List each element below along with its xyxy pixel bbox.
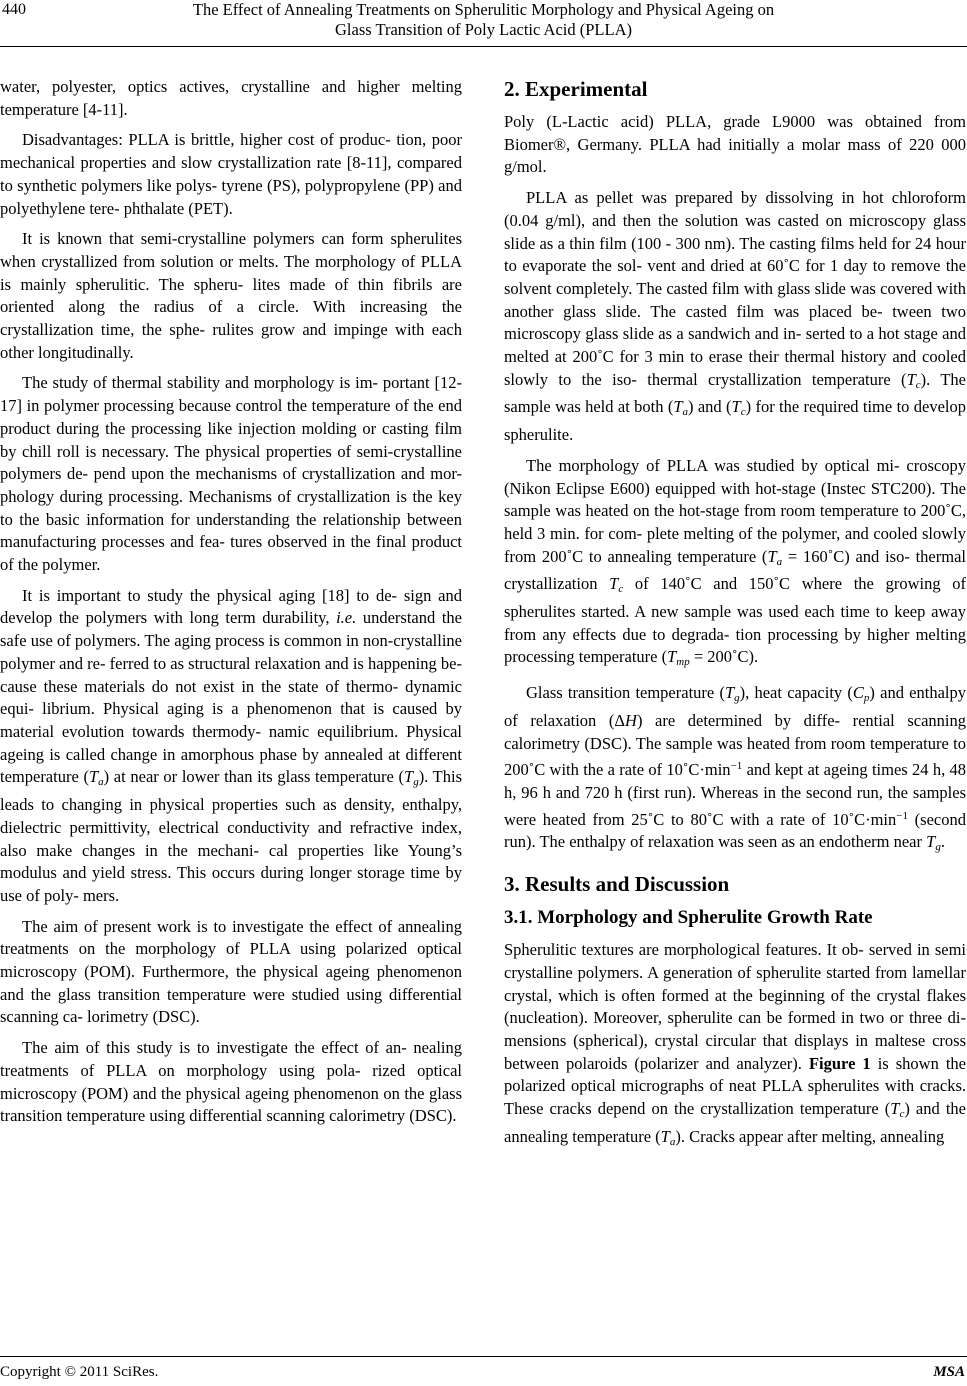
paragraph: Spherulitic textures are morphological features. It ob- served in semi crystalline polymers. A generation of spherulite started from lamellar crystal, which is often formed at the beginning of the crystal flakes (nucleation). Moreover, spherulite can be formed in two or three di- mensions (spherical), crystal circular that displays in maltese cross between polaroids (polarizer and analyzer). Figure 1 is shown the polarized optical micrographs of neat PLLA spherulites with cracks. These cracks depend on the crystallization temperature $(T_c)$ and the annealing temperature $(T_a)$. Cracks appear after melting, annealing — [504, 940, 966, 1148]
paragraph: The aim of this study is to investigate the effect of an- nealing treatments of PLLA on morphology using pola- rized optical microscopy (POM) and the physical ageing phenomenon on the glass transition temperature using differential scanning calorimetry (DSC). — [0, 1038, 462, 1126]
journal-abbreviation: MSA — [933, 1364, 965, 1380]
paragraph: Poly (L-Lactic acid) PLLA, grade L9000 was obtained from Biomer®, Germany. PLLA had initially a molar mass of 220 000 g/mol. — [504, 112, 966, 177]
subsection-heading-morphology: 3.1. Morphology and Spherulite Growth Rate — [504, 907, 873, 929]
page-footer — [0, 1356, 967, 1386]
left-column — [0, 76, 462, 1136]
paragraph: PLLA as pellet was prepared by dissolving in hot chloroform (0.04 g/ml), and then the solution was casted on microscopy glass slide as a thin film (100 - 300 nm). The casting films held for 24 hour to evaporate the sol- vent and dried at 60˚C for 1 day to remove the solvent completely. The casted film with glass slide was covered with another glass slide. The casted film was placed be- tween two microscopy glass slide as a sandwich and in- serted to a hot stage and melted at 200˚C for 3 min to erase their thermal history and cooled slowly to the iso- thermal crystallization temperature $(T_c)$. The sample was held at both $(T_a)$ and $(T_c)$ for the required time to develop spherulite. — [504, 188, 966, 445]
right-column — [504, 76, 966, 1161]
section-heading-results: 3. Results and Discussion — [504, 872, 730, 897]
paragraph: The study of thermal stability and morphology is im- portant [12-17] in polymer processing because control the temperature of the end product during the processing like injection molding or casting film by chill roll is necessary. The physical properties of semi-crystalline polymers de- pend upon the mechanisms of crystallization and mor- phology during processing. Mechanisms of crystallization is the key to the basic information for understanding the relationship between manufacturing processes and fea- tures observed in the final product of the polymer. — [0, 373, 462, 575]
paragraph: The aim of present work is to investigate the effect of annealing treatments on the morphology of PLLA using polarized optical microscopy (POM). Furthermore, the physical ageing phenomenon and the glass transition temperature were studied using differential scanning ca- lorimetry (DSC). — [0, 916, 462, 1027]
paragraph: Glass transition temperature $(T_g)$, heat capacity $(C_p)$ and enthalpy of relaxation (ΔH) are determined by diffe- rential scanning calorimetry (DSC). The sample was heated from room temperature to 200˚C with the a rate of $10˚C\cdot\min^{-1}$ and kept at ageing times 24 h, 48 h, 96 h and 720 h (first run). Whereas in the second run, the samples were heated from 25˚C to 80˚C with a rate of $10˚C\cdot\min^{-1}$ (second run). The enthalpy of relaxation was seen as an endotherm near $T_g$. — [504, 683, 966, 854]
running-title-line-2: Glass Transition of Poly Lactic Acid (PLLA) — [335, 20, 632, 39]
paragraph: It is known that semi-crystalline polymers can form spherulites when crystallized from solution or melts. The morphology of PLLA is mainly spherulitic. The spheru- lites made of thin fibrils are oriented along the radius of a circle. With increasing the crystallization time, the sphe- rulites grow and impinge with each other longitudinally. — [0, 229, 462, 362]
footer-rule — [0, 1356, 967, 1357]
copyright-notice: Copyright © 2011 SciRes. — [0, 1364, 159, 1380]
section-heading-experimental: 2. Experimental — [504, 77, 648, 101]
running-title-line-1: The Effect of Annealing Treatments on Spherulitic Morphology and Physical Ageing on — [192, 0, 775, 19]
header-rule — [0, 46, 967, 47]
paragraph: The morphology of PLLA was studied by optical mi- croscopy (Nikon Eclipse E600) equipped with hot-stage (Instec STC200). The sample was heated on the hot-stage from room temperature to 200˚C, held 3 min. for com- plete melting of the polymer, and cooled slowly from 200˚C to annealing temperature ($T_a$ = 160˚C) and iso- thermal crystallization $T_c$ of 140˚C and 150˚C where the growing of spherulites started. A new sample was used each time to keep away from any effects due to degrada- tion processing by higher melting processing temperature ($T_{mp}$ = 200˚C). — [504, 455, 966, 669]
page-number: 440 — [2, 1, 26, 18]
paragraph: Disadvantages: PLLA is brittle, higher cost of produc- tion, poor mechanical properties and slow crystallization rate [8-11], compared to synthetic polymers like polys- tyrene (PS), polypropylene (PP) and polyethylene tere- phthalate (PET). — [0, 130, 462, 218]
paragraph: It is important to study the physical aging [18] to de- sign and develop the polymers with long term durability, i.e. understand the safe use of polymers. The aging process is common in non-crystalline polymer and re- ferred to as structural relaxation and is happening be- cause these materials do not exist in the state of thermo- dynamic equi- librium. Physical aging is a phenomenon that is caused by material evolution towards thermody- namic equilibrium. Physical ageing is called change in amorphous phase by annealed at different temperature $(T_a)$ at near or lower than its glass temperature $(T_g)$. This leads to changing in physical properties such as density, enthalpy, dielectric permittivity, electrical conductivity and refractive index, also make changes in the mechani- cal properties like Young’s modulus and yield stress. This occurs during longer storage time by use of poly- mers. — [0, 585, 463, 905]
paragraph: water, polyester, optics actives, crystalline and higher melting temperature [4-11]. — [0, 77, 462, 119]
figure-reference: Figure 1 — [808, 1053, 871, 1073]
page-header — [0, 0, 967, 66]
